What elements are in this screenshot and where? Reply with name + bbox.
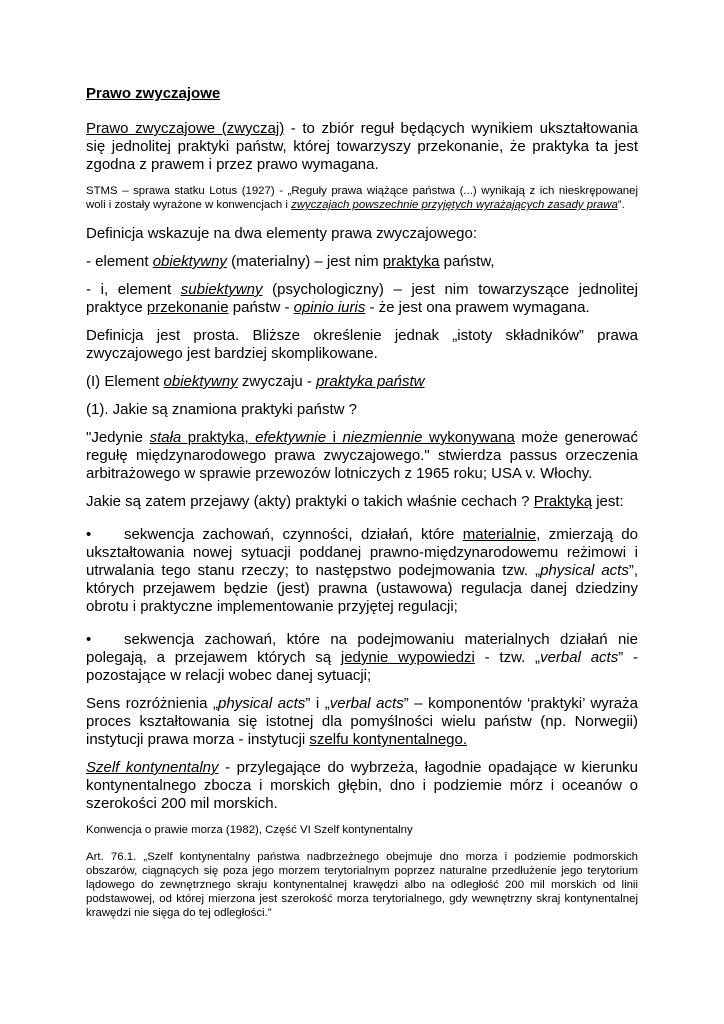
- b2-jedynie-wypowiedzi: jedynie wypowiedzi: [340, 649, 475, 666]
- el2-opinio-iuris: opinio iuris: [293, 299, 366, 316]
- el2-text-a: - i, element: [86, 281, 181, 298]
- sens-text-a: Sens rozróżnienia „: [86, 695, 219, 712]
- quote-wykonywana: wykonywana: [422, 429, 515, 446]
- b2-text-b: - tzw. „: [474, 649, 541, 666]
- sens-text-c: ” – komponentów ‘praktyki’ wyraża proces kształtowania się istotnej dla pomyślności wielu państw (np. Norwegii) instytucji prawa morza - instytucji: [86, 695, 638, 748]
- quote-niezmiennie: niezmiennie: [342, 429, 423, 446]
- h1-text-b: zwyczaju -: [237, 373, 317, 390]
- sens-continental-shelf: szelfu kontynentalnego.: [309, 731, 468, 748]
- el2-text-b: (psychologiczny) – jest nim towarzyszące jednolitej praktyce: [86, 281, 638, 316]
- quote-text-b: praktyka,: [181, 429, 256, 446]
- sens-verbal-acts: verbal acts: [329, 695, 404, 712]
- shelf-text: - przylegające do wybrzeża, łagodnie opadające w kierunku kontynentalnego zbocza i morskich głębin, dno i podziemie mórz i oceanów o szerokości 200 mil morskich.: [86, 759, 639, 812]
- bullet-verbal-acts: [86, 631, 638, 685]
- el2-subjective: subiektywny: [180, 281, 263, 298]
- question-2: [86, 493, 638, 511]
- element-subjective: [86, 281, 638, 317]
- b1-physical-acts: physical acts: [540, 562, 629, 579]
- distinction-paragraph: [86, 695, 638, 749]
- el1-objective: obiektywny: [152, 253, 227, 270]
- el1-text-c: państw,: [439, 253, 495, 270]
- q2-text-a: Jakie są zatem przejawy (akty) praktyki o takich właśnie cechach ?: [86, 493, 534, 510]
- quote-efektywnie: efektywnie: [255, 429, 327, 446]
- b2-text-a: sekwencja zachowań, które na podejmowaniu materialnych działań nie polegają, a przejawem których są: [86, 631, 638, 666]
- bullet-marker: •: [86, 631, 92, 648]
- stms-text-b: ”.: [617, 199, 625, 211]
- h1-practice: praktyka państw: [316, 373, 425, 390]
- el1-practice: praktyka: [382, 253, 440, 270]
- term-customary-law: Prawo zwyczajowe (zwyczaj): [86, 120, 285, 137]
- b2-verbal-acts: verbal acts: [540, 649, 619, 666]
- quote-text-c: i: [326, 429, 343, 446]
- el2-text-d: - że jest ona prawem wymagana.: [365, 299, 590, 316]
- quote-stala: stała: [149, 429, 182, 446]
- element-objective: [86, 253, 638, 271]
- quote-text-e: może generować regułę międzynarodowego prawa zwyczajowego." stwierdza passus orzeczenia arbitrażowego w sprawie przewozów lotniczych z 1965 roku; USA v. Włochy.: [86, 429, 639, 482]
- arbitration-quote: [86, 429, 638, 483]
- b1-text-c: ”, których przejawem będzie (jest) prawna (ustawowa) regulacja danej dziedziny obrotu i praktyczne implementowanie przyjętej regulacji;: [86, 562, 638, 615]
- page-title: Prawo zwyczajowe: [86, 85, 221, 102]
- article-76-text: Art. 76.1. „Szelf kontynentalny państwa nadbrzeżnego obejmuje dno morza i podziemie podmorskich obszarów, ciągnących się poza jego morzem terytorialnym poprzez naturalne przedłużenie jego terytorium lądowego do zewnętrznego skraju kontynentalnej krawędzi albo na odległość 200 mil morskich od linii podstawowej, od której mierzona jest szerokość morza terytorialnego, gdy wewnętrzny skraj kontynentalnej krawędzi nie sięga do tej odległości.”: [86, 851, 638, 919]
- b1-text-b: , zmierzają do ukształtowania nowej sytuacji poddanej prawno-międzynarodowemu reżimowi i utrwalania tego stanu rzeczy; to następstwo podejmowania tzw. „: [86, 526, 638, 579]
- h1-objective: obiektywny: [163, 373, 238, 390]
- b1-text-a: sekwencja zachowań, czynności, działań, które: [124, 526, 463, 543]
- definition-paragraph: [86, 120, 638, 174]
- el1-text-a: - element: [86, 253, 153, 270]
- bullet-marker: •: [86, 526, 92, 543]
- q2-practice: Praktyką: [533, 493, 593, 510]
- bullet-physical-acts: [86, 526, 638, 616]
- shelf-term: Szelf kontynentalny: [86, 759, 219, 776]
- stms-note: [86, 184, 638, 212]
- section-heading-objective: [86, 373, 638, 391]
- q2-text-b: jest:: [592, 493, 624, 510]
- el1-text-b: (materialny) – jest nim: [226, 253, 383, 270]
- elements-intro: Definicja wskazuje na dwa elementy prawa zwyczajowego:: [86, 225, 478, 242]
- shelf-definition: [86, 759, 638, 813]
- el2-text-c: państw -: [228, 299, 294, 316]
- b1-materialnie: materialnie: [462, 526, 537, 543]
- stms-underlined: zwyczajach powszechnie przyjętych wyrażających zasady prawa: [291, 199, 618, 211]
- h1-text-a: (I) Element: [86, 373, 164, 390]
- definition-simple: Definicja jest prosta. Bliższe określenie jednak „istoty składników” prawa zwyczajowego jest bardziej skomplikowane.: [86, 327, 638, 362]
- sens-text-b: ” i „: [305, 695, 330, 712]
- convention-reference: Konwencja o prawie morza (1982), Część VI Szelf kontynentalny: [86, 824, 413, 836]
- quote-text-a: "Jedynie: [86, 429, 150, 446]
- question-1: (1). Jakie są znamiona praktyki państw ?: [86, 401, 357, 418]
- definition-text: - to zbiór reguł będących wynikiem ukształtowania się jednolitej praktyki państw, której towarzyszy przekonanie, że praktyka ta jest zgodna z prawem i przez prawo wymagana.: [86, 120, 638, 173]
- sens-physical-acts: physical acts: [218, 695, 306, 712]
- stms-text-a: STMS – sprawa statku Lotus (1927) - „Reguły prawa wiążące państwa (...) wynikają z ich nieskrępowanej woli i zostały wyrażone w konwencjach i: [86, 185, 638, 211]
- b2-text-c: ” - pozostające w relacji wobec danej sytuacji;: [86, 649, 638, 684]
- el2-conviction: przekonanie: [146, 299, 229, 316]
